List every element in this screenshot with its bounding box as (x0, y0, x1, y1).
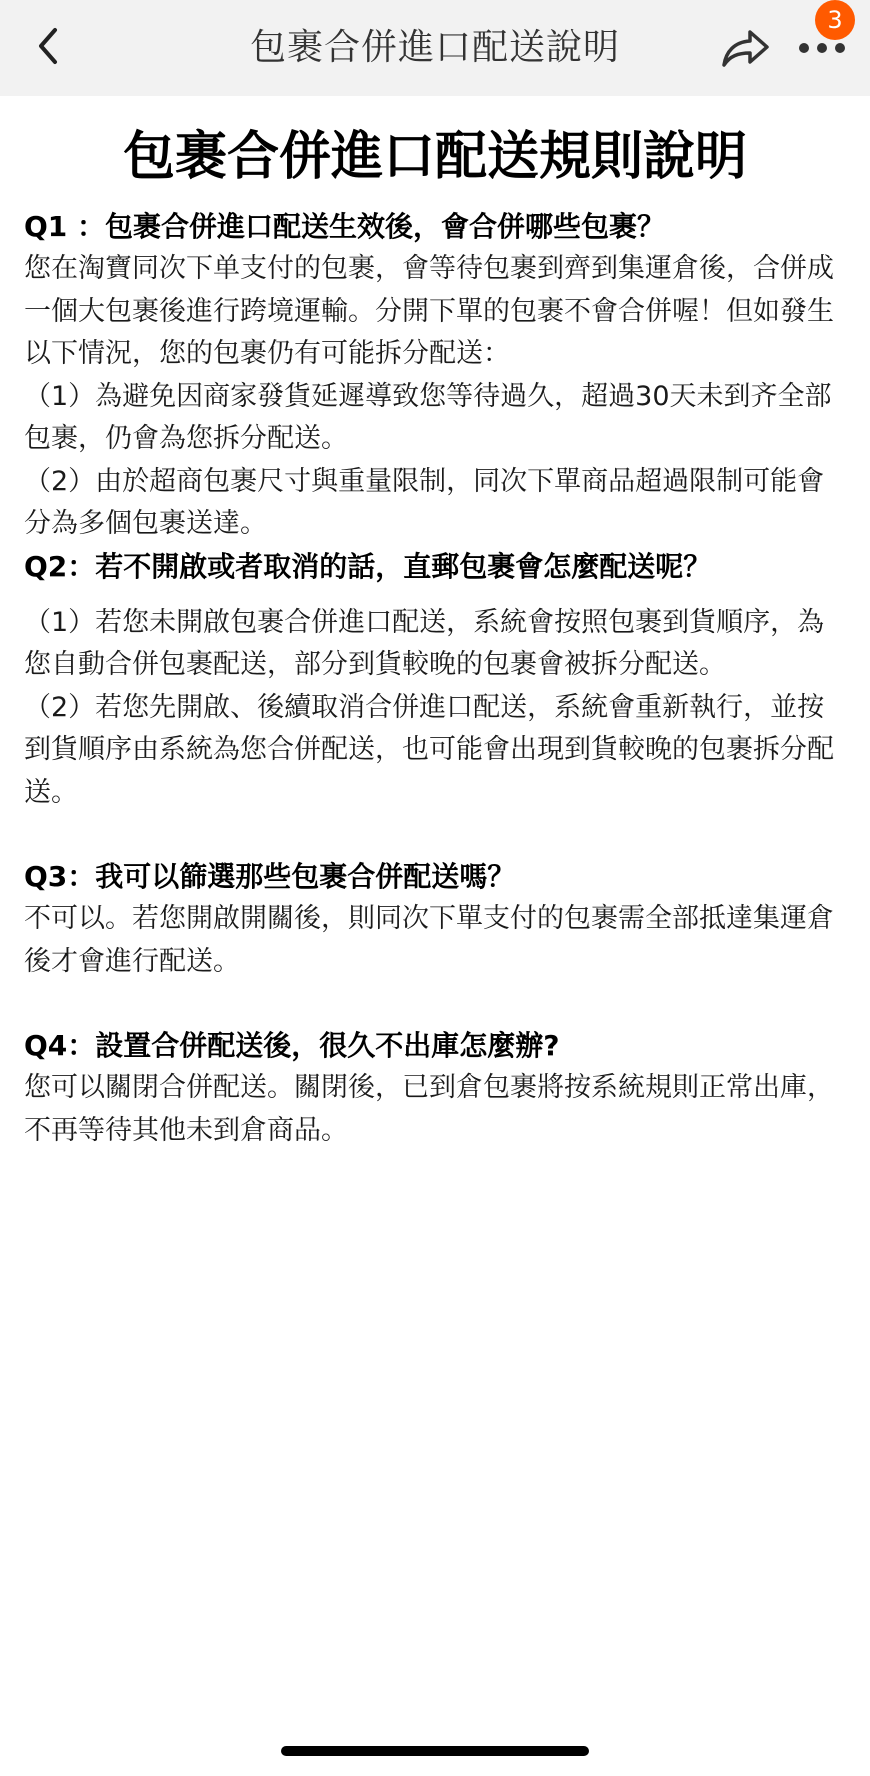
spacer (24, 983, 846, 1025)
home-indicator[interactable] (281, 1746, 589, 1756)
more-dots-icon (797, 41, 847, 55)
answer-paragraph: （1）為避免因商家發貨延遲導致您等待過久，超過30天未到齐全部包裹，仍會為您拆分配送。 (24, 380, 832, 454)
spacer (24, 814, 846, 856)
answer-paragraph: （2）由於超商包裹尺寸與重量限制，同次下單商品超過限制可能會分為多個包裹送達。 (24, 465, 825, 539)
faq-section-q4 (24, 1025, 846, 1152)
question-q4: Q4：設置合併配送後，很久不出庫怎麼辦? (24, 1029, 560, 1062)
share-icon (720, 26, 772, 70)
chevron-left-icon (33, 26, 63, 66)
question-q2: Q2：若不開啟或者取消的話，直郵包裹會怎麼配送呢？ (24, 549, 712, 583)
faq-section-q1 (24, 206, 846, 546)
share-button[interactable] (716, 20, 776, 76)
back-button[interactable] (20, 18, 76, 74)
answer-paragraph: 您可以關閉合併配送。關閉後，已到倉包裹將按系統規則正常出庫，不再等待其他未到倉商品。 (24, 1072, 834, 1146)
page-title: 包裹合併進口配送說明 (249, 27, 620, 68)
article-content (24, 110, 846, 1152)
notification-badge: 3 (815, 0, 855, 40)
question-q3: Q3：我可以篩選那些包裹合併配送嗎？ (24, 860, 516, 893)
faq-section-q3 (24, 856, 846, 983)
answer-paragraph: （2）若您先開啟、後續取消合併進口配送，系統會重新執行，並按到貨順序由系統為您合併配送，也可能會出現到貨較晚的包裹拆分配送。 (24, 691, 834, 808)
navigation-bar (0, 0, 870, 96)
faq-section-q2 (24, 546, 846, 815)
article-title: 包裹合併進口配送規則說明 (122, 127, 747, 187)
question-q1: Q1 ：包裹合併進口配送生效後，會合併哪些包裹？ (24, 210, 666, 243)
answer-paragraph: （1）若您未開啟包裹合併進口配送，系統會按照包裹到貨順序，為您自動合併包裹配送，部分到貨較晚的包裹會被拆分配送。 (24, 606, 825, 680)
answer-paragraph: 不可以。若您開啟開關後，則同次下單支付的包裹需全部抵達集運倉後才會進行配送。 (24, 903, 834, 977)
spacer (24, 588, 846, 602)
answer-paragraph: 您在淘寶同次下单支付的包裹，會等待包裹到齊到集運倉後，合併成一個大包裹後進行跨境運輸。分開下單的包裹不會合併喔！但如發生以下情況，您的包裹仍有可能拆分配送： (24, 253, 834, 369)
